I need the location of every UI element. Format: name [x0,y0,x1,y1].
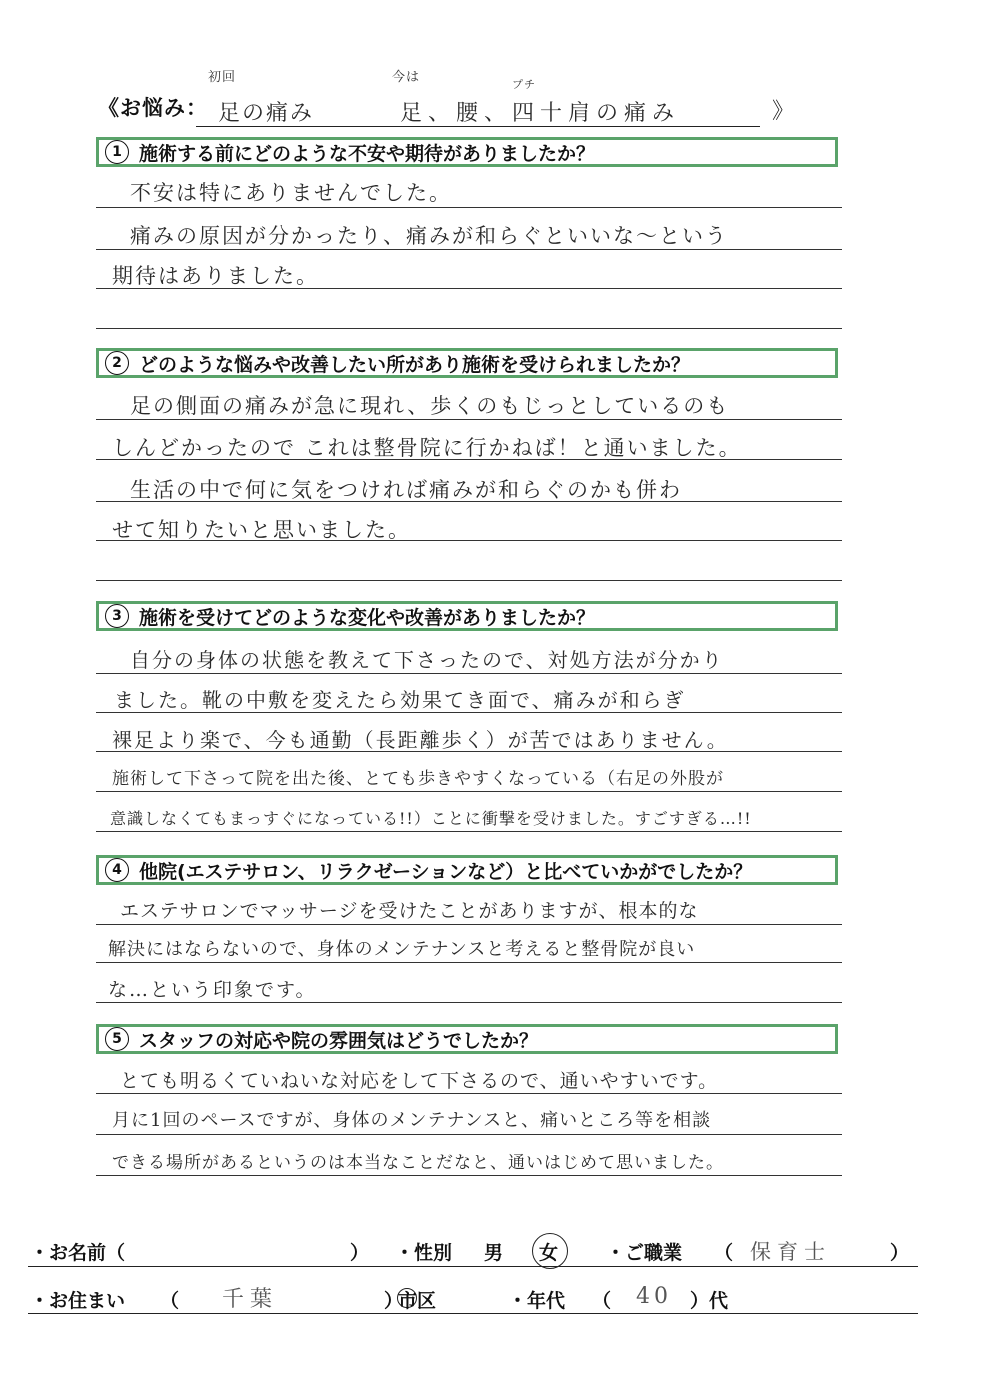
answer-4-rule-2 [96,962,842,963]
answer-2-rule-5 [96,580,842,581]
occupation-close-bracket: ） [890,1242,910,1264]
address-open-bracket: （ [160,1290,180,1312]
answer-2-rule-2 [96,459,842,460]
gender-label: ・性別 [395,1242,453,1264]
answer-2-line-3: 生活の中で何に気をつければ痛みが和らぐのかも併わ [130,478,682,502]
footer-row-1-line [28,1266,918,1267]
answer-4-line-2: 解決にはならないので、身体のメンテナンスと考えると整骨院が良い [108,939,696,960]
answer-5-rule-3 [96,1175,842,1176]
question-5-box [96,1024,838,1054]
answer-5-rule-2 [96,1134,842,1135]
answer-3-rule-1 [96,673,842,674]
address-close-bracket: ） [384,1290,404,1312]
question-1-box [96,137,838,167]
answer-4-line-1: エステサロンでマッサージを受けたことがありますが、根本的な [120,900,699,922]
gender-male: 男 [484,1242,504,1264]
answer-5-line-1: とても明るくていねいな対応をして下さるので、通いやすいです。 [120,1070,719,1092]
current-concern-value: 足、腰、四十肩の痛み [400,101,681,126]
answer-4-line-3: な…という印象です。 [108,979,317,1001]
answer-3-line-1: 自分の身体の状態を教えて下さったので、対処方法が分かり [130,648,724,672]
question-2-text: どのような悩みや改善したい所があり施術を受けられましたか？ [139,353,691,376]
answer-2-line-2: しんどかったので これは整骨院に行かねば！と通いました。 [112,436,742,460]
address-value: 千葉 [222,1287,279,1312]
answer-3-rule-2 [96,712,842,713]
concern-underline [196,126,760,127]
answer-3-rule-5 [96,831,842,832]
answer-2-line-4: せて知りたいと思いました。 [112,518,411,542]
answer-3-rule-3 [96,751,842,752]
answer-3-line-5: 意識しなくてもまっすぐになっている!!）ことに衝撃を受けました。すごすぎる…!! [110,809,752,828]
first-visit-note: 初回 [208,70,237,85]
answer-3-line-4: 施術して下さって院を出た後、とても歩きやすくなっている（右足の外股が [112,769,724,789]
question-3-box [96,601,838,631]
age-close-bracket: ）代 [690,1290,729,1312]
answer-2-line-1: 足の側面の痛みが急に現れ、歩くのもじっとしているのも [130,394,730,418]
question-4-box [96,855,838,885]
question-3-number: 3 [105,604,129,628]
answer-3-line-3: 裸足より楽で、今も通勤（長距離歩く）が苦ではありません。 [112,728,729,752]
name-close-bracket: ） [350,1242,370,1264]
name-label: ・お名前（ [30,1242,126,1264]
occupation-open-bracket: （ [714,1242,734,1264]
concern-close-bracket: 》 [772,99,795,124]
answer-5-line-2: 月に1回のペースですが、身体のメンテナンスと、痛いところ等を相談 [112,1110,712,1131]
footer-row-2-line [28,1313,918,1314]
first-concern-value: 足の痛み [218,101,315,126]
age-value: 40 [636,1284,672,1309]
answer-5-line-3: できる場所があるというのは本当なことだなと、通いはじめて思いました。 [112,1153,724,1173]
answer-1-rule-3 [96,288,842,289]
answer-1-rule-2 [96,249,842,250]
answer-5-rule-1 [96,1093,842,1094]
city-ward-label: 市区 [398,1290,437,1312]
question-4-number: 4 [105,858,129,882]
answer-3-line-2: ました。靴の中敷を変えたら効果てき面で、痛みが和らぎ [114,688,686,712]
age-label: ・年代 [508,1290,566,1312]
age-open-bracket: （ [592,1290,612,1312]
question-1-text: 施術する前にどのような不安や期待がありましたか？ [139,142,596,165]
answer-3-rule-4 [96,791,842,792]
answer-4-rule-1 [96,924,842,925]
ruby-note: プチ [512,78,536,91]
question-2-number: 2 [105,351,129,375]
answer-1-rule-1 [96,207,842,208]
answer-1-rule-4 [96,328,842,329]
concern-label: 《お悩み： [98,96,208,120]
question-5-number: 5 [105,1027,129,1051]
gender-female: 女 [539,1242,559,1264]
answer-1-line-1: 不安は特にありませんでした。 [130,181,452,205]
answer-4-rule-3 [96,1002,842,1003]
question-3-text: 施術を受けてどのような変化や改善がありましたか？ [139,606,596,629]
question-1-number: 1 [105,140,129,164]
question-4-text: 他院(エステサロン、リラクゼーションなど）と比べていかがでしたか？ [139,860,753,883]
answer-2-rule-1 [96,419,842,420]
address-label: ・お住まい [30,1290,126,1312]
answer-1-line-3: 期待はありました。 [112,264,319,288]
answer-1-line-2: 痛みの原因が分かったり、痛みが和らぐといいな〜という [130,224,728,248]
question-5-text: スタッフの対応や院の雰囲気はどうでしたか？ [139,1029,539,1052]
question-2-box [96,348,838,378]
now-note: 今は [392,70,421,85]
occupation-value: 保育士 [750,1240,831,1264]
occupation-label: ・ご職業 [606,1242,683,1264]
answer-2-rule-3 [96,501,842,502]
answer-2-rule-4 [96,540,842,541]
